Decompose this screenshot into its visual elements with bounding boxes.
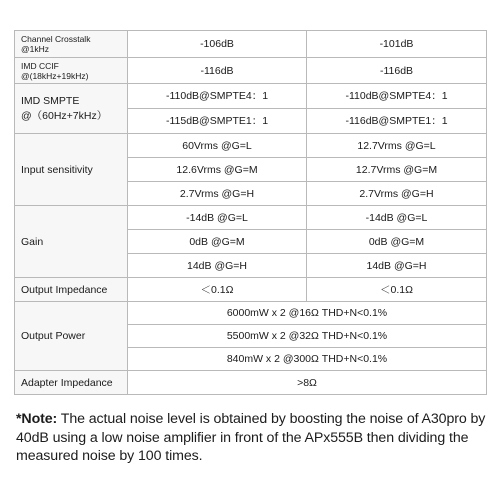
table-row bbox=[15, 31, 487, 58]
table-row bbox=[15, 278, 487, 302]
output-power-label: Output Power bbox=[15, 302, 128, 371]
table-cell: -110dB@SMPTE4：1 bbox=[307, 84, 487, 109]
table-cell: -14dB @G=L bbox=[128, 206, 307, 230]
note-text: The actual noise level is obtained by boosting the noise of A30pro by 40dB using a low noise amplifier in front of the APx555B then dividing the measured noise by 100 times. bbox=[16, 411, 486, 464]
label-line: IMD SMPTE bbox=[21, 94, 80, 107]
footnote bbox=[16, 410, 488, 466]
table-row bbox=[15, 302, 487, 325]
label-line: @(18kHz+19kHz) bbox=[21, 70, 89, 81]
output-impedance-label: Output Impedance bbox=[15, 278, 128, 302]
table-cell: -106dB bbox=[128, 31, 307, 58]
note-prefix: *Note: bbox=[16, 411, 58, 427]
table-row bbox=[15, 58, 487, 84]
label-line: IMD CCIF bbox=[21, 60, 59, 71]
table-cell: >8Ω bbox=[128, 371, 487, 395]
table-row bbox=[15, 134, 487, 158]
table-cell: 6000mW x 2 @16Ω THD+N<0.1% bbox=[128, 302, 487, 325]
table-cell: -115dB@SMPTE1：1 bbox=[128, 109, 307, 134]
channel-crosstalk-label bbox=[15, 31, 128, 58]
table-cell: 840mW x 2 @300Ω THD+N<0.1% bbox=[128, 348, 487, 371]
label-line: @1kHz bbox=[21, 44, 49, 54]
label-line: @（60Hz+7kHz） bbox=[21, 109, 108, 122]
imd-ccif-label bbox=[15, 58, 128, 84]
table-cell: 2.7Vrms @G=H bbox=[128, 182, 307, 206]
table-row bbox=[15, 84, 487, 109]
table-cell: 12.6Vrms @G=M bbox=[128, 158, 307, 182]
table-row bbox=[15, 371, 487, 395]
table-row bbox=[15, 206, 487, 230]
table-cell: -116dB bbox=[128, 58, 307, 84]
table-cell: 14dB @G=H bbox=[128, 254, 307, 278]
table-cell: -14dB @G=L bbox=[307, 206, 487, 230]
table-cell: -101dB bbox=[307, 31, 487, 58]
table-cell: -116dB@SMPTE1：1 bbox=[307, 109, 487, 134]
table-cell: ＜0.1Ω bbox=[307, 278, 487, 302]
adapter-impedance-label: Adapter Impedance bbox=[15, 371, 128, 395]
table-cell: 14dB @G=H bbox=[307, 254, 487, 278]
gain-label: Gain bbox=[15, 206, 128, 278]
table-cell: 0dB @G=M bbox=[307, 230, 487, 254]
input-sensitivity-label: Input sensitivity bbox=[15, 134, 128, 206]
table-cell: 2.7Vrms @G=H bbox=[307, 182, 487, 206]
spec-table bbox=[14, 30, 487, 395]
table-cell: 5500mW x 2 @32Ω THD+N<0.1% bbox=[128, 325, 487, 348]
table-cell: 60Vrms @G=L bbox=[128, 134, 307, 158]
table-cell: -110dB@SMPTE4：1 bbox=[128, 84, 307, 109]
table-cell: 12.7Vrms @G=M bbox=[307, 158, 487, 182]
table-cell: 0dB @G=M bbox=[128, 230, 307, 254]
table-cell: ＜0.1Ω bbox=[128, 278, 307, 302]
table-cell: 12.7Vrms @G=L bbox=[307, 134, 487, 158]
label-line: Channel Crosstalk bbox=[21, 34, 91, 44]
table-cell: -116dB bbox=[307, 58, 487, 84]
imd-smpte-label bbox=[15, 84, 128, 134]
